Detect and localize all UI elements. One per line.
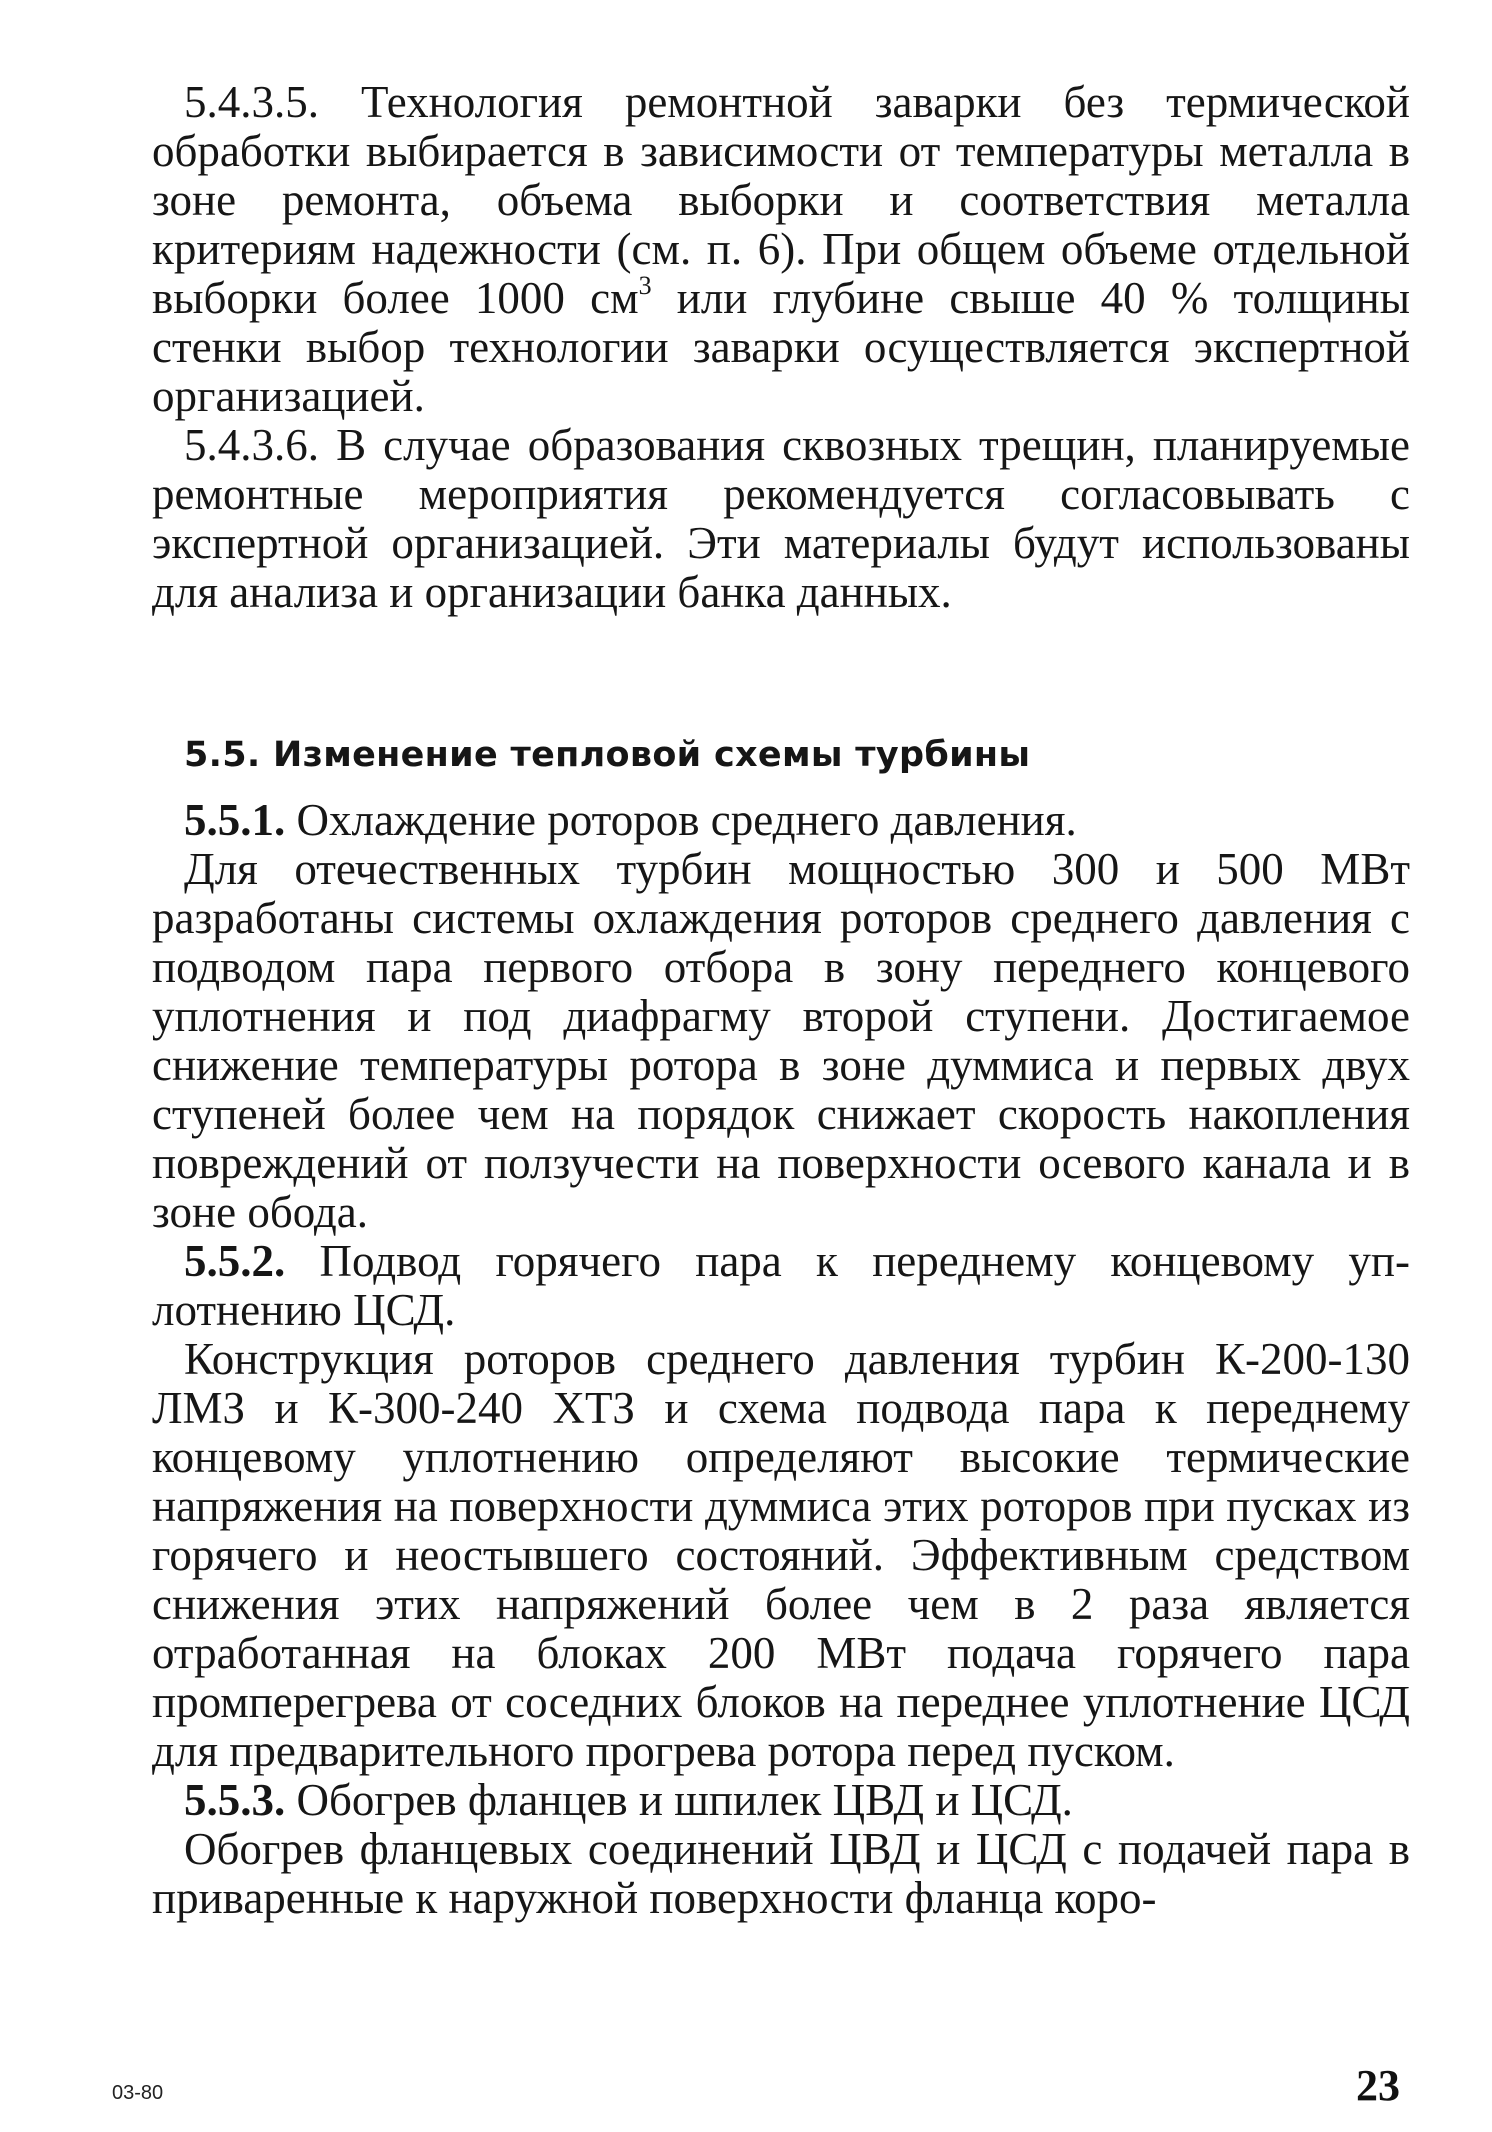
subsection-5-5-2-body: Конструкция роторов среднего давления турбин К-200-130 ЛМЗ и К-300-240 ХТЗ и схема подвода пара к переднему концевому уплотнению определяют высокие термические напряжения на поверхности думмиса этих роторов при пусках из горячего и неостывшего состояний. Эффективным средством снижения этих напряжений более чем в 2 раза является отработанная на блоках 200 МВт подача горячего пара промперегрева от соседних блоков на переднее уплотнение ЦСД для предварительного прогрева ротора перед пуском. — [152, 1334, 1410, 1776]
superscript: 3 — [638, 271, 652, 300]
page-number: 23 — [1356, 2061, 1400, 2110]
paragraph-number: 5.4.3.5. — [184, 77, 319, 127]
subsection-5-5-3-body: Обогрев фланцевых соединений ЦВД и ЦСД с подачей пара в приваренные к наружной поверхности фланца коро- — [152, 1824, 1410, 1923]
section-heading-block — [152, 733, 1410, 777]
subsection-number: 5.5.1. — [184, 795, 286, 845]
subsection-5-5-3-title — [152, 1776, 1410, 1825]
paragraph-text: Технология ремонтной заварки без термической обработки выбирается в зависимости от температуры металла в зоне ремонта, объема выборки и соответствия металла критериям надежности (см. п. 6). При общем объеме отдельной выборки более 1000 см — [152, 77, 1410, 323]
paragraph-5-4-3-6 — [152, 421, 1410, 617]
subsection-number: 5.5.3. — [184, 1775, 286, 1825]
subsection-title: Подвод горячего пара к переднему концевому уплотнению ЦСД. — [152, 1236, 1410, 1335]
text-block-main — [152, 796, 1410, 1923]
subsection-title: Охлаждение роторов среднего давления. — [296, 795, 1077, 845]
subsection-5-5-2-title — [152, 1237, 1410, 1335]
subsection-5-5-1-title — [152, 796, 1410, 845]
subsection-number: 5.5.2. — [184, 1236, 286, 1286]
section-heading: 5.5. Изменение тепловой схемы турбины — [184, 735, 1031, 775]
paragraph-text: В случае образования сквозных трещин, планируемые ремонтные мероприятия рекомендуется согласовывать с экспертной организацией. Эти материалы будут использованы для анализа и организации банка данных. — [152, 420, 1410, 617]
paragraph-5-4-3-5 — [152, 78, 1410, 421]
text-block-top — [152, 78, 1410, 617]
footer-code: 03-80 — [112, 2082, 164, 2104]
paragraph-number: 5.4.3.6. — [184, 420, 319, 470]
subsection-5-5-1-body: Для отечественных турбин мощностью 300 и 500 МВт разработаны системы охлаждения роторов среднего давления с подводом пара первого отбора в зону переднего концевого уплотнения и под диафрагму второй ступени. Достигаемое снижение температуры ротора в зоне думмиса и первых двух ступеней более чем на порядок снижает скорость накопления повреждений от ползучести на поверхности осевого канала и в зоне обода. — [152, 844, 1410, 1237]
paragraph-text-continued: или глубине свыше 40 % толщины стенки выбор технологии заварки осуществляется экспертной организацией. — [152, 273, 1410, 421]
subsection-title: Обогрев фланцев и шпилек ЦВД и ЦСД. — [296, 1775, 1073, 1825]
